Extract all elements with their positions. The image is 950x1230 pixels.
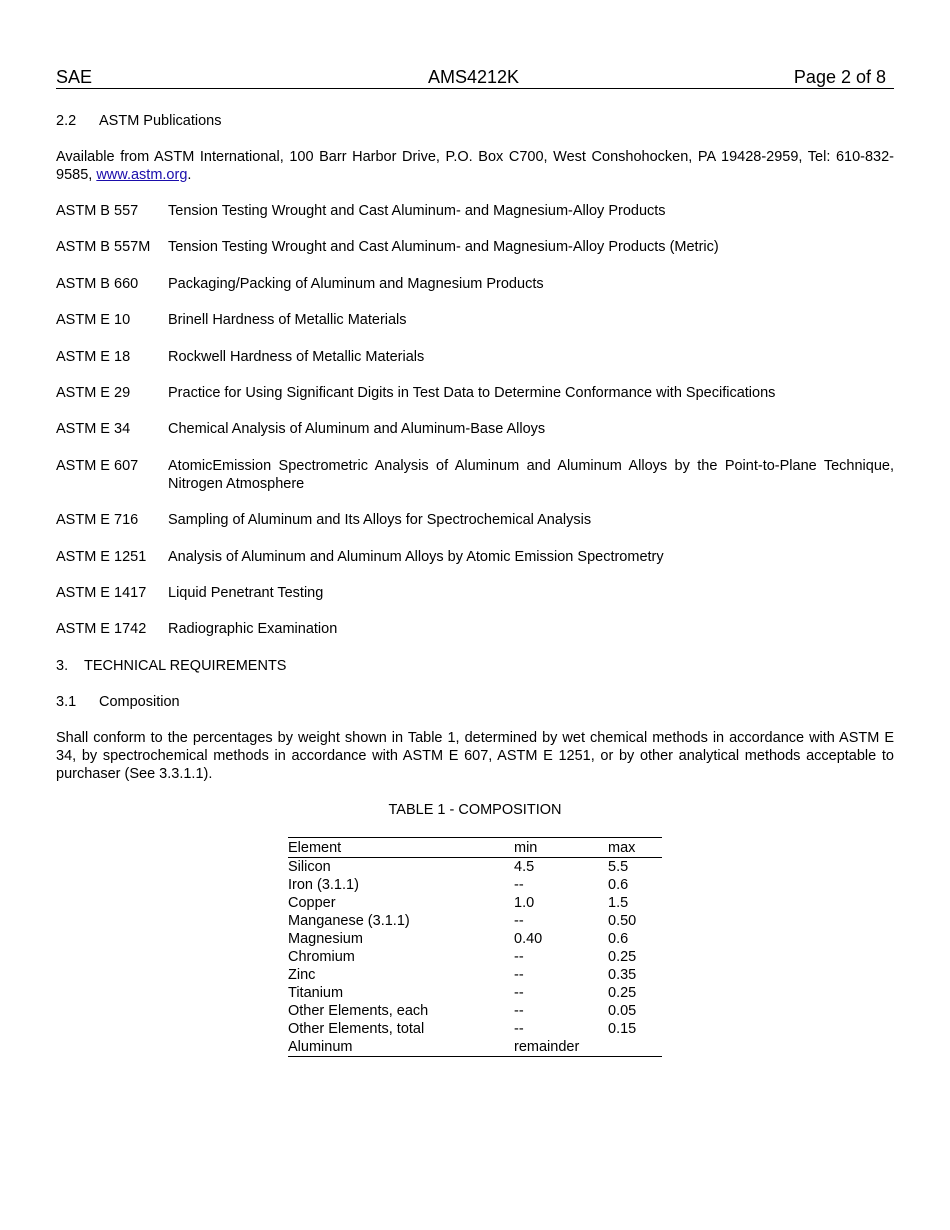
reference-title: Analysis of Aluminum and Aluminum Alloys by Atomic Emission Spectrometry bbox=[168, 548, 664, 565]
reference-list bbox=[56, 202, 894, 638]
column-header-element: Element bbox=[288, 837, 514, 857]
min-cell: -- bbox=[514, 876, 524, 893]
max-cell: 0.35 bbox=[608, 966, 637, 983]
max-cell: 0.05 bbox=[608, 1002, 637, 1019]
max-cell: 0.6 bbox=[608, 876, 629, 893]
reference-title: Brinell Hardness of Metallic Materials bbox=[168, 312, 407, 329]
column-header-min: min bbox=[514, 837, 608, 857]
reference-item bbox=[56, 420, 894, 438]
reference-item bbox=[56, 511, 894, 529]
table-row bbox=[288, 1038, 662, 1057]
reference-title: Liquid Penetrant Testing bbox=[168, 584, 324, 601]
column-header-max: max bbox=[608, 837, 662, 857]
reference-title: Packaging/Packing of Aluminum and Magnesium Products bbox=[168, 275, 544, 292]
min-cell: 0.40 bbox=[514, 930, 543, 947]
section-3-1-heading bbox=[56, 693, 894, 711]
section-title: TECHNICAL REQUIREMENTS bbox=[84, 657, 287, 674]
element-cell: Silicon bbox=[288, 858, 331, 875]
max-cell: 0.6 bbox=[608, 930, 629, 947]
reference-item bbox=[56, 548, 894, 566]
min-cell: -- bbox=[514, 1002, 524, 1019]
element-cell: Manganese (3.1.1) bbox=[288, 912, 410, 929]
reference-item bbox=[56, 584, 894, 602]
header-org: SAE bbox=[56, 67, 93, 87]
reference-code: ASTM B 660 bbox=[56, 275, 139, 292]
reference-title: Tension Testing Wrought and Cast Aluminum- and Magnesium-Alloy Products (Metric) bbox=[168, 239, 719, 256]
table-row bbox=[288, 966, 662, 984]
reference-item bbox=[56, 384, 894, 402]
min-cell: remainder bbox=[514, 1038, 608, 1057]
max-cell: 5.5 bbox=[608, 858, 629, 875]
element-cell: Iron (3.1.1) bbox=[288, 876, 359, 893]
reference-title: Radiographic Examination bbox=[168, 621, 338, 638]
document-page bbox=[56, 66, 894, 1057]
table-row bbox=[288, 948, 662, 966]
section-title: ASTM Publications bbox=[99, 113, 222, 129]
astm-website-link[interactable]: www.astm.org bbox=[96, 167, 188, 183]
reference-title: Sampling of Aluminum and Its Alloys for Spectrochemical Analysis bbox=[168, 512, 592, 529]
composition-paragraph: Shall conform to the percentages by weight shown in Table 1, determined by wet chemical methods in accordance with ASTM E 34, by spectrochemical methods in accordance with ASTM E 607, ASTM E 1251, or by other analytical methods acceptable to purchaser (See 3.3.1.1). bbox=[56, 729, 894, 782]
element-cell: Aluminum bbox=[288, 1038, 514, 1057]
reference-code: ASTM E 18 bbox=[56, 348, 131, 365]
table-caption: TABLE 1 - COMPOSITION bbox=[388, 801, 562, 818]
composition-table bbox=[288, 837, 662, 1057]
availability-text: Available from ASTM International, 100 Barr Harbor Drive, P.O. Box C700, West Conshohocken, PA 19428-2959, Tel: 610-832-9585, bbox=[56, 149, 894, 183]
reference-title: Practice for Using Significant Digits in Test Data to Determine Conformance with Specifications bbox=[168, 384, 776, 401]
table-row bbox=[288, 984, 662, 1002]
reference-item bbox=[56, 457, 894, 493]
reference-code: ASTM E 607 bbox=[56, 457, 139, 474]
min-cell: -- bbox=[514, 966, 524, 983]
reference-title: Tension Testing Wrought and Cast Aluminum- and Magnesium-Alloy Products bbox=[168, 203, 666, 219]
max-cell: 0.15 bbox=[608, 1020, 637, 1037]
header-page-number: Page 2 of 8 bbox=[793, 67, 886, 87]
table-row bbox=[288, 1002, 662, 1020]
section-number: 3. bbox=[56, 657, 69, 674]
reference-code: ASTM B 557M bbox=[56, 239, 151, 256]
min-cell: 4.5 bbox=[514, 858, 535, 875]
reference-item bbox=[56, 311, 894, 329]
reference-code: ASTM B 557 bbox=[56, 203, 139, 219]
min-cell: -- bbox=[514, 948, 524, 965]
max-cell: 1.5 bbox=[608, 894, 629, 911]
reference-item bbox=[56, 238, 894, 256]
reference-code: ASTM E 1742 bbox=[56, 621, 147, 638]
reference-code: ASTM E 716 bbox=[56, 512, 139, 529]
reference-code: ASTM E 34 bbox=[56, 421, 131, 438]
element-cell: Magnesium bbox=[288, 930, 363, 947]
reference-item bbox=[56, 202, 894, 220]
element-cell: Other Elements, total bbox=[288, 1020, 425, 1037]
min-cell: -- bbox=[514, 912, 524, 929]
table-row bbox=[288, 930, 662, 948]
min-cell: -- bbox=[514, 1020, 524, 1037]
element-cell: Titanium bbox=[288, 984, 344, 1001]
max-cell bbox=[608, 1038, 662, 1057]
reference-code: ASTM E 1251 bbox=[56, 548, 147, 565]
section-2-2-heading bbox=[56, 112, 894, 130]
table-row bbox=[288, 876, 662, 894]
page-header bbox=[56, 66, 894, 89]
section-number: 2.2 bbox=[56, 113, 77, 129]
min-cell: 1.0 bbox=[514, 894, 535, 911]
min-cell: -- bbox=[514, 984, 524, 1001]
reference-title: Rockwell Hardness of Metallic Materials bbox=[168, 348, 425, 365]
reference-title: AtomicEmission Spectrometric Analysis of Aluminum and Aluminum Alloys by the Point-to-Plane Technique, Nitrogen Atmosphere bbox=[168, 457, 894, 492]
reference-item bbox=[56, 620, 894, 638]
max-cell: 0.25 bbox=[608, 948, 637, 965]
table-row bbox=[288, 857, 662, 876]
element-cell: Copper bbox=[288, 894, 336, 911]
max-cell: 0.50 bbox=[608, 912, 637, 929]
section-number: 3.1 bbox=[56, 693, 77, 710]
reference-code: ASTM E 29 bbox=[56, 384, 131, 401]
availability-period: . bbox=[187, 167, 192, 183]
element-cell: Chromium bbox=[288, 948, 355, 965]
section-title: Composition bbox=[99, 693, 180, 710]
section-3-heading bbox=[56, 657, 894, 675]
reference-item bbox=[56, 348, 894, 366]
astm-availability-paragraph bbox=[56, 148, 894, 184]
max-cell: 0.25 bbox=[608, 984, 637, 1001]
table-row bbox=[288, 1020, 662, 1038]
reference-code: ASTM E 1417 bbox=[56, 584, 147, 601]
table-row bbox=[288, 912, 662, 930]
header-doc-id: AMS4212K bbox=[428, 67, 520, 87]
element-cell: Zinc bbox=[288, 966, 316, 983]
table-header-row bbox=[288, 837, 662, 857]
element-cell: Other Elements, each bbox=[288, 1002, 429, 1019]
reference-title: Chemical Analysis of Aluminum and Aluminum-Base Alloys bbox=[168, 421, 546, 438]
table-row bbox=[288, 894, 662, 912]
reference-item bbox=[56, 275, 894, 293]
reference-code: ASTM E 10 bbox=[56, 312, 131, 329]
